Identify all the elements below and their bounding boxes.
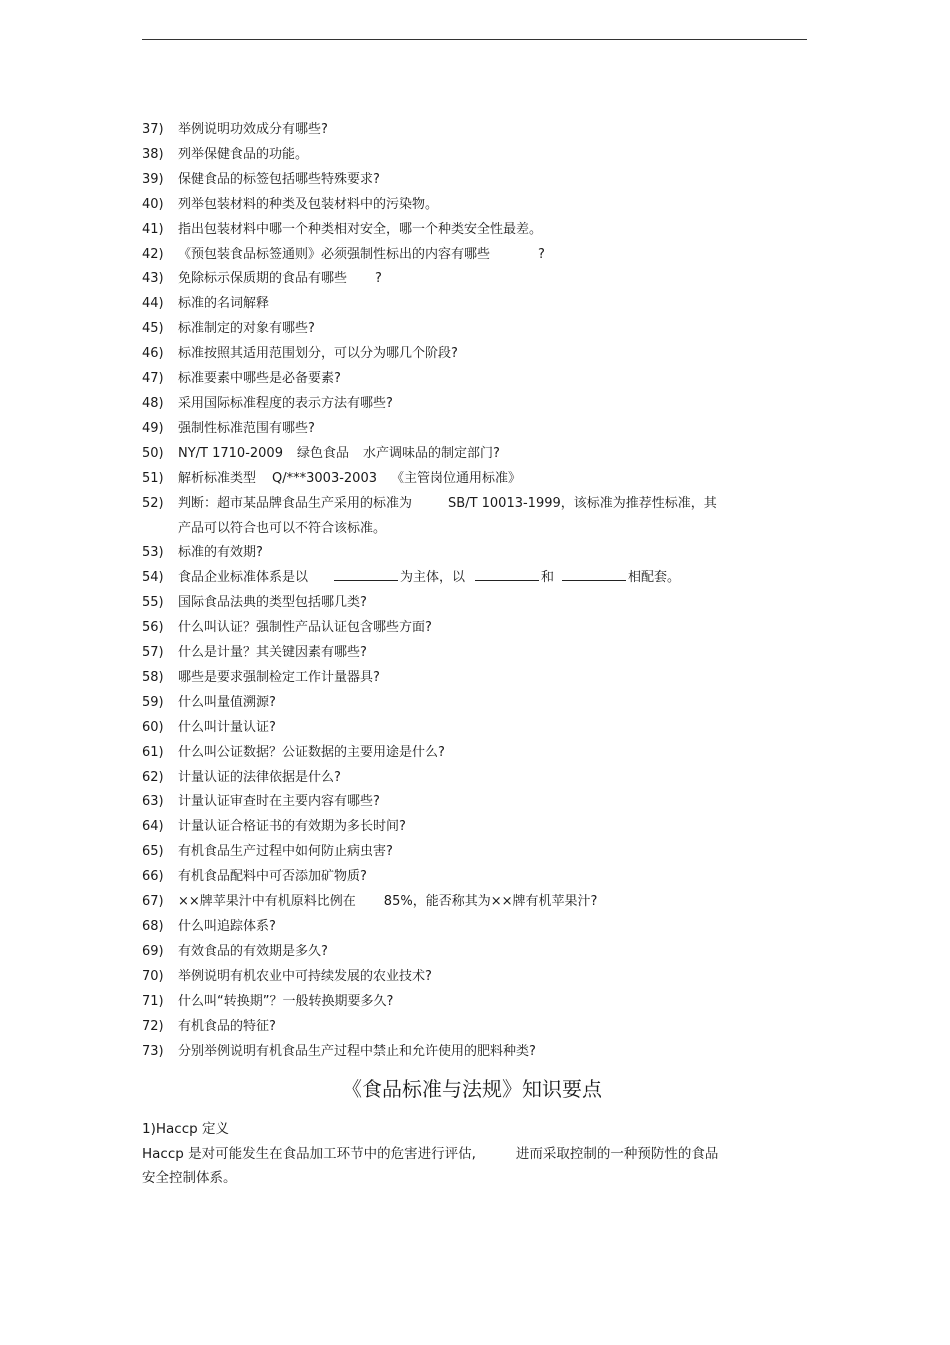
list-item — [142, 467, 802, 492]
header-rule — [142, 39, 807, 40]
item-text: 什么叫计量认证? — [178, 719, 276, 735]
item-text: 有效食品的有效期是多久? — [178, 943, 328, 959]
item-text: 计量认证审查时在主要内容有哪些? — [178, 794, 380, 810]
item-text: 什么叫认证？强制性产品认证包含哪些方面? — [178, 620, 432, 636]
list-item — [142, 691, 802, 716]
item-number: 62) — [142, 769, 164, 785]
list-item — [142, 1015, 802, 1040]
item-number: 48) — [142, 395, 164, 411]
item-text: 标准的有效期? — [178, 545, 263, 561]
list-item — [142, 915, 802, 940]
item-number: 65) — [142, 844, 164, 860]
item-number: 41) — [142, 221, 164, 237]
list-item — [142, 815, 802, 840]
list-item — [142, 666, 802, 691]
list-item — [142, 492, 802, 542]
item-text: 列举包装材料的种类及包装材料中的污染物。 — [178, 196, 439, 212]
item-number: 69) — [142, 943, 164, 959]
item-number: 58) — [142, 669, 164, 685]
list-item — [142, 442, 802, 467]
item-number: 46) — [142, 346, 164, 362]
fill-blank — [562, 566, 626, 581]
list-item — [142, 616, 802, 641]
item-text-part: 《主管岗位通用标准》 — [391, 470, 522, 486]
item-text-part: 相配套。 — [628, 570, 681, 586]
paragraph-part: Haccp 是对可能发生在食品加工环节中的危害进行评估, — [142, 1146, 476, 1162]
item-text: 有机食品配料中可否添加矿物质? — [178, 869, 367, 885]
item-text: 什么是计量？其关键因素有哪些? — [178, 645, 367, 661]
list-item — [142, 716, 802, 741]
item-text — [178, 566, 802, 591]
list-item — [142, 392, 802, 417]
item-number: 38) — [142, 146, 164, 162]
item-number: 71) — [142, 993, 164, 1009]
list-item — [142, 940, 802, 965]
item-text-part: 为主体，以 — [400, 570, 466, 586]
item-text-part: 产品可以符合也可以不符合该标准。 — [178, 520, 387, 536]
list-item — [142, 118, 802, 143]
item-text: 标准制定的对象有哪些? — [178, 321, 315, 337]
item-number: 66) — [142, 869, 164, 885]
list-item — [142, 641, 802, 666]
item-text-part: ××牌苹果汁中有机原料比例在 — [178, 894, 356, 910]
list-item — [142, 168, 802, 193]
section-title: 《食品标准与法规》知识要点 — [342, 1077, 602, 1101]
item-number: 52) — [142, 495, 164, 511]
item-number: 39) — [142, 171, 164, 187]
item-number: 51) — [142, 470, 164, 486]
item-number: 57) — [142, 645, 164, 661]
paragraph-part: 安全控制体系。 — [142, 1170, 237, 1186]
item-number: 55) — [142, 595, 164, 611]
item-text — [178, 267, 802, 292]
list-item — [142, 342, 802, 367]
item-text — [178, 467, 802, 492]
item-text: 什么叫追踪体系? — [178, 919, 276, 934]
item-text: 什么叫量值溯源? — [178, 694, 276, 710]
list-item — [142, 865, 802, 890]
item-number: 73) — [142, 1043, 164, 1059]
item-number: 60) — [142, 719, 164, 735]
item-number: 70) — [142, 968, 164, 984]
fill-blank — [334, 566, 398, 581]
list-item — [142, 741, 802, 766]
item-text: 举例说明有机农业中可持续发展的农业技术? — [178, 968, 432, 984]
item-text-part: ? — [375, 271, 382, 287]
list-item — [142, 965, 802, 990]
list-item — [142, 541, 802, 566]
item-text: 什么叫公证数据？公证数据的主要用途是什么? — [178, 744, 445, 760]
item-text: 国际食品法典的类型包括哪几类? — [178, 595, 367, 611]
item-number: 37) — [142, 122, 164, 137]
list-item — [142, 840, 802, 865]
item-number: 43) — [142, 271, 164, 287]
item-text: 列举保健食品的功能。 — [178, 146, 309, 162]
item-text: 分别举例说明有机食品生产过程中禁止和允许使用的肥料种类? — [178, 1043, 536, 1059]
item-number: 64) — [142, 819, 164, 835]
item-number: 44) — [142, 296, 164, 312]
item-text: 强制性标准范围有哪些? — [178, 420, 315, 436]
item-number: 49) — [142, 420, 164, 436]
item-text — [178, 890, 802, 915]
item-number: 59) — [142, 694, 164, 710]
item-text-part: 判断：超市某品牌食品生产采用的标准为 — [178, 495, 413, 511]
item-text — [178, 243, 802, 268]
item-text: 有机食品生产过程中如何防止病虫害? — [178, 844, 393, 860]
item-text-part: 85%，能否称其为××牌有机苹果汁? — [383, 894, 598, 910]
item-text: 采用国际标准程度的表示方法有哪些? — [178, 395, 393, 411]
item-text-part: 免除标示保质期的食品有哪些 — [178, 271, 348, 287]
item-text: 指出包装材料中哪一个种类相对安全，哪一个种类安全性最差。 — [178, 221, 543, 237]
item-text-part: 水产调味品的制定部门? — [363, 445, 500, 461]
list-item — [142, 143, 802, 168]
list-item — [142, 790, 802, 815]
item-text: 标准按照其适用范围划分，可以分为哪几个阶段? — [178, 346, 458, 362]
list-item — [142, 566, 802, 591]
list-item — [142, 890, 802, 915]
item-text: 标准的名词解释 — [178, 296, 270, 312]
list-item — [142, 218, 802, 243]
item-text-part: 和 — [541, 570, 555, 586]
item-text: 保健食品的标签包括哪些特殊要求? — [178, 171, 380, 187]
item-text: 什么叫“转换期”？一般转换期要多久? — [178, 993, 394, 1009]
list-item — [142, 193, 802, 218]
item-text — [178, 492, 802, 542]
item-text-part: 《预包装食品标签通则》必须强制性标出的内容有哪些 — [178, 246, 491, 262]
item-text-part: Q/***3003-2003 — [272, 470, 377, 486]
list-item — [142, 292, 802, 317]
item-number: 68) — [142, 919, 164, 934]
list-item — [142, 367, 802, 392]
item-text-part: 食品企业标准体系是以 — [178, 570, 309, 586]
question-list — [142, 118, 802, 1064]
paragraph-part: 进而采取控制的一种预防性的食品 — [515, 1146, 719, 1162]
knowledge-paragraph — [142, 1142, 792, 1190]
list-item — [142, 1040, 802, 1065]
item-text-part: NY/T 1710-2009 — [178, 445, 283, 461]
item-number: 56) — [142, 620, 164, 636]
item-number: 42) — [142, 246, 164, 262]
list-item — [142, 591, 802, 616]
fill-blank — [475, 566, 539, 581]
item-number: 40) — [142, 196, 164, 212]
list-item — [142, 243, 802, 268]
item-number: 47) — [142, 371, 164, 387]
item-text: 标准要素中哪些是必备要素? — [178, 371, 341, 387]
item-number: 50) — [142, 445, 164, 461]
list-item — [142, 990, 802, 1015]
item-text — [178, 442, 802, 467]
list-item — [142, 267, 802, 292]
list-item — [142, 766, 802, 791]
item-text: 举例说明功效成分有哪些? — [178, 122, 328, 137]
item-number: 72) — [142, 1018, 164, 1034]
item-text: 计量认证的法律依据是什么? — [178, 769, 341, 785]
item-number: 61) — [142, 744, 164, 760]
item-text: 计量认证合格证书的有效期为多长时间? — [178, 819, 406, 835]
list-item — [142, 417, 802, 442]
item-text-part: ? — [538, 246, 545, 262]
item-text: 有机食品的特征? — [178, 1018, 276, 1034]
item-number: 67) — [142, 894, 164, 910]
item-number: 63) — [142, 794, 164, 810]
item-text-part: 解析标准类型 — [178, 470, 257, 486]
item-number: 45) — [142, 321, 164, 337]
item-text: 哪些是要求强制检定工作计量器具? — [178, 669, 380, 685]
list-item — [142, 317, 802, 342]
item-number: 54) — [142, 570, 164, 586]
item-number: 53) — [142, 545, 164, 561]
item-text-part: SB/T 10013-1999，该标准为推荐性标准，其 — [448, 495, 717, 511]
item-text-part: 绿色食品 — [296, 445, 349, 461]
knowledge-heading: 1)Haccp 定义 — [142, 1121, 229, 1137]
